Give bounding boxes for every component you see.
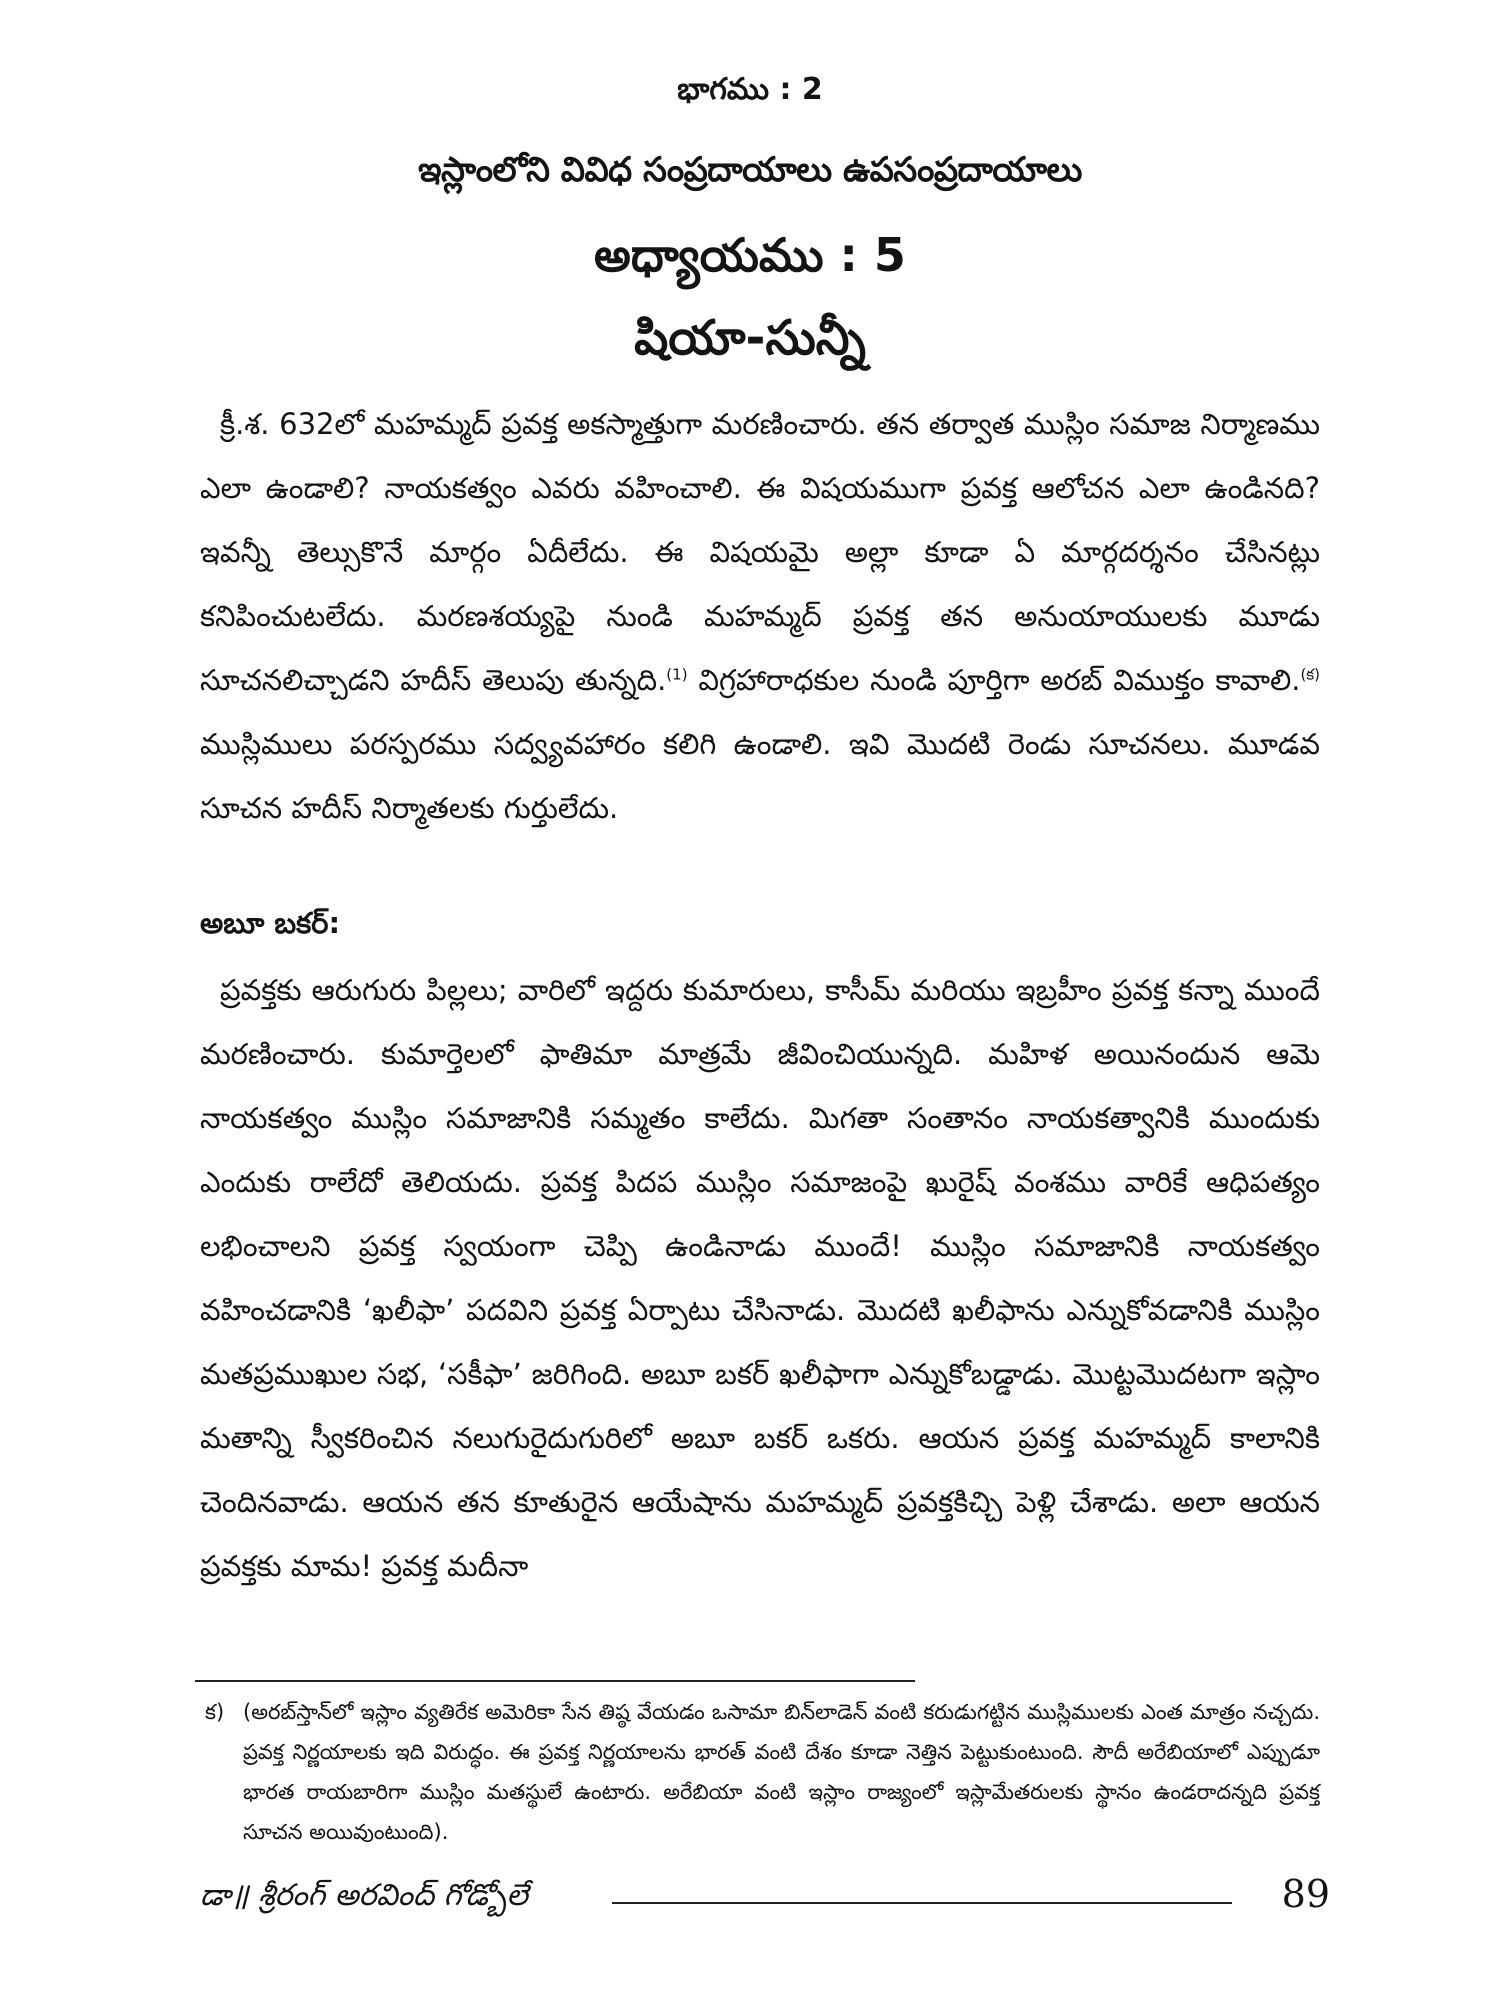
chapter-heading: అధ్యాయము : 5 — [594, 228, 906, 282]
subheading-abu-bakr: అబూ బకర్: — [200, 906, 341, 940]
footnote-ref-1: (1) — [666, 665, 688, 684]
topic-heading: షియా-సున్నీ — [634, 310, 866, 366]
footnote-marker: క) — [205, 1700, 225, 1724]
paragraph-intro — [200, 392, 1320, 840]
paragraph-abu-bakr: ప్రవక్తకు ఆరుగురు పిల్లలు; వారిలో ఇద్దరు కుమారులు, కాసీమ్ మరియు ఇబ్రహీం ప్రవక్త కన్నా ముందే మరణించారు. కుమార్తెలలో ఫాతిమా మాత్రమే జీవించియున్నది. మహిళ అయినందున ఆమె నాయకత్వం ముస్లిం సమాజానికి సమ్మతం కాలేదు. మిగతా సంతానం నాయకత్వానికి ముందుకు ఎందుకు రాలేదో తెలియదు. ప్రవక్త పిదప ముస్లిం సమాజంపై ఖురైష్ వంశము వారికే ఆధిపత్యం లభించాలని ప్రవక్త స్వయంగా చెప్పి ఉండినాడు ముందే! ముస్లిం సమాజానికి నాయకత్వం వహించడానికి ‘ఖలీఫా’ పదవిని ప్రవక్త ఏర్పాటు చేసినాడు. మొదటి ఖలీఫాను ఎన్నుకోవడానికి ముస్లిం మతప్రముఖుల సభ, ‘సకీఫా’ జరిగింది. అబూ బకర్ ఖలీఫాగా ఎన్నుకోబడ్డాడు. మొట్టమొదటగా ఇస్లాం మతాన్ని స్వీకరించిన నలుగురైదుగురిలో అబూ బకర్ ఒకరు. ఆయన ప్రవక్త మహమ్మద్ కాలానికి చెందినవాడు. ఆయన తన కూతురైన ఆయేషాను మహమ్మద్ ప్రవక్తకిచ్చి పెళ్లి చేశాడు. అలా ఆయన ప్రవక్తకు మామ! ప్రవక్త మదీనా — [200, 973, 1320, 1583]
section-heading: ఇస్లాంలోని వివిధ సంప్రదాయాలు ఉపసంప్రదాయాలు — [418, 150, 1082, 190]
paragraph-intro-text-c: ముస్లిములు పరస్పరము సద్వ్యవహారం కలిగి ఉండాలి. ఇవి మొదటి రెండు సూచనలు. మూడవ సూచన హదీస్ నిర్మాతలకు గుర్తులేదు. — [200, 727, 1320, 825]
page-footer — [200, 1872, 1330, 1928]
footer-rule — [612, 1902, 1232, 1904]
footnote-text: (అరబ్‌స్తాన్‌లో ఇస్లాం వ్యతిరేక అమెరికా సేన తిష్ఠ వేయడం ఒసామా బిన్‌లాడెన్ వంటి కరుడుగట్టిన ముస్లిములకు ఎంత మాత్రం నచ్చదు. ప్రవక్త నిర్ణయాలకు ఇది విరుద్ధం. ఈ ప్రవక్త నిర్ణయాలను భారత్ వంటి దేశం కూడా నెత్తిన పెట్టుకుంటుంది. సౌదీ అరేబియాలో ఎప్పుడూ భారత రాయబారిగా ముస్లిం మతస్థులే ఉంటారు. అరేబియా వంటి ఇస్లాం రాజ్యంలో ఇస్లామేతరులకు స్థానం ఉండరాదన్నది ప్రవక్త సూచన అయివుంటుంది). — [243, 1700, 1320, 1844]
footnote-ref-ka: (క) — [1300, 665, 1320, 684]
paragraph-intro-text-a: క్రీ.శ. 632లో మహమ్మద్ ప్రవక్త అకస్మాత్తుగా మరణించారు. తన తర్వాత ముస్లిం సమాజ నిర్మాణము ఎలా ఉండాలి? నాయకత్వం ఎవరు వహించాలి. ఈ విషయముగా ప్రవక్త ఆలోచన ఎలా ఉండినది? ఇవన్నీ తెల్సుకొనే మార్గం ఏదీలేదు. ఈ విషయమై అల్లా కూడా ఏ మార్గదర్శనం చేసినట్లు కనిపించుటలేదు. మరణశయ్యపై నుండి మహమ్మద్ ప్రవక్త తన అనుయాయులకు మూడు సూచనలిచ్చాడని హదీస్ తెలుపు తున్నది. — [200, 407, 1320, 697]
footnote-divider — [195, 1680, 915, 1682]
footer-author: డా॥ శ్రీరంగ్ అరవింద్ గోడ్బోలే — [200, 1878, 528, 1913]
paragraph-intro-text-b: విగ్రహారాధకుల నుండి పూర్తిగా అరబ్ విముక్తం కావాలి. — [687, 663, 1301, 697]
footnote — [205, 1692, 1320, 1852]
part-heading: భాగము : 2 — [677, 72, 823, 107]
page-number: 89 — [1281, 1872, 1330, 1916]
